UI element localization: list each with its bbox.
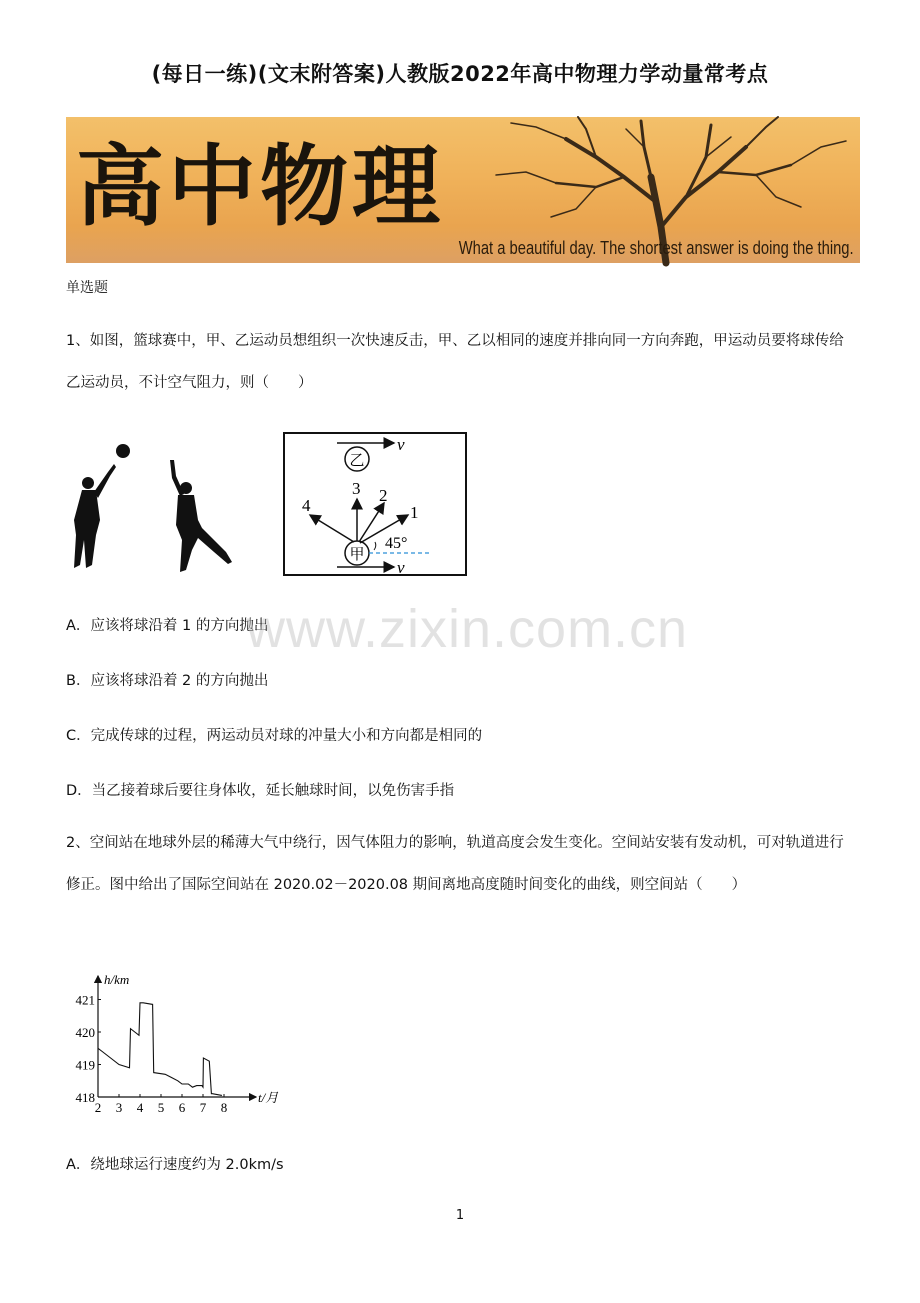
question-2-text: 2、空间站在地球外层的稀薄大气中绕行，因气体阻力的影响，轨道高度会发生变化。空间站安装有发动机，可对轨道进行修正。图中给出了国际空间站在 2020.02－2020.08 期间离地高度随时间变化的曲线，则空间站（ ）: [66, 835, 844, 893]
y-tick-label: 419: [75, 1057, 95, 1073]
x-tick-label: 5: [157, 1100, 165, 1115]
x-tick-label: 7: [199, 1100, 207, 1115]
orbit-height-chart: [66, 966, 279, 1118]
angle-arc: [374, 542, 376, 550]
y-tick-label: 420: [75, 1025, 95, 1040]
velocity-label-bottom: v: [397, 558, 405, 577]
x-tick-label: 2: [94, 1100, 102, 1115]
x-axis-label: t/月: [258, 1090, 279, 1105]
banner-title: 高中物理: [76, 134, 445, 238]
question-1-option-a: A．应该将球沿着 1 的方向抛出: [66, 618, 269, 634]
y-tick-label: 421: [75, 992, 95, 1008]
direction-arrow-4: [310, 515, 354, 542]
question-1-text: 1、如图，篮球赛中，甲、乙运动员想组织一次快速反击，甲、乙以相同的速度并排向同一方向奔跑，甲运动员要将球传给乙运动员，不计空气阻力，则（ ）: [66, 333, 844, 391]
height-curve-0: [98, 1003, 222, 1096]
player-jia-label: 甲: [349, 547, 365, 563]
question-1-option-d: D．当乙接着球后要往身体收，延长触球时间，以免伤害手指: [66, 783, 455, 799]
question-2-option-a: A．绕地球运行速度约为 2.0km/s: [66, 1157, 284, 1173]
x-tick-label: 4: [136, 1100, 144, 1115]
y-tick-label: 418: [75, 1090, 95, 1105]
banner-tagline: What a beautiful day. The shortest answer is doing the thing.: [459, 238, 854, 258]
direction-label-3: 3: [352, 479, 361, 498]
x-tick-label: 6: [178, 1100, 186, 1115]
x-tick-label: 8: [220, 1100, 228, 1115]
player-yi-label: 乙: [349, 453, 365, 469]
direction-label-1: 1: [410, 503, 419, 522]
left-player-silhouette: [74, 464, 116, 568]
question-1-option-c: C．完成传球的过程，两运动员对球的冲量大小和方向都是相同的: [66, 728, 483, 744]
banner-image: [66, 117, 860, 263]
right-player-silhouette: [170, 460, 232, 572]
basketball-icon: [116, 444, 130, 458]
direction-label-2: 2: [379, 486, 388, 505]
direction-label-4: 4: [302, 496, 311, 515]
y-axis-label: h/km: [104, 972, 130, 987]
velocity-label-top: v: [397, 435, 405, 454]
angle-label: 45°: [385, 535, 408, 552]
page-number: 1: [455, 1208, 465, 1223]
question-1-option-b: B．应该将球沿着 2 的方向抛出: [66, 673, 269, 689]
basketball-players-figure: [68, 440, 238, 580]
velocity-direction-diagram: [282, 431, 470, 581]
x-tick-label: 3: [115, 1100, 123, 1115]
section-label: 单选题: [66, 280, 108, 296]
watermark: www.zixin.com.cn: [246, 599, 689, 659]
diagram-frame: [284, 433, 466, 575]
document-title: (每日一练)(文末附答案)人教版2022年高中物理力学动量常考点: [151, 62, 769, 86]
